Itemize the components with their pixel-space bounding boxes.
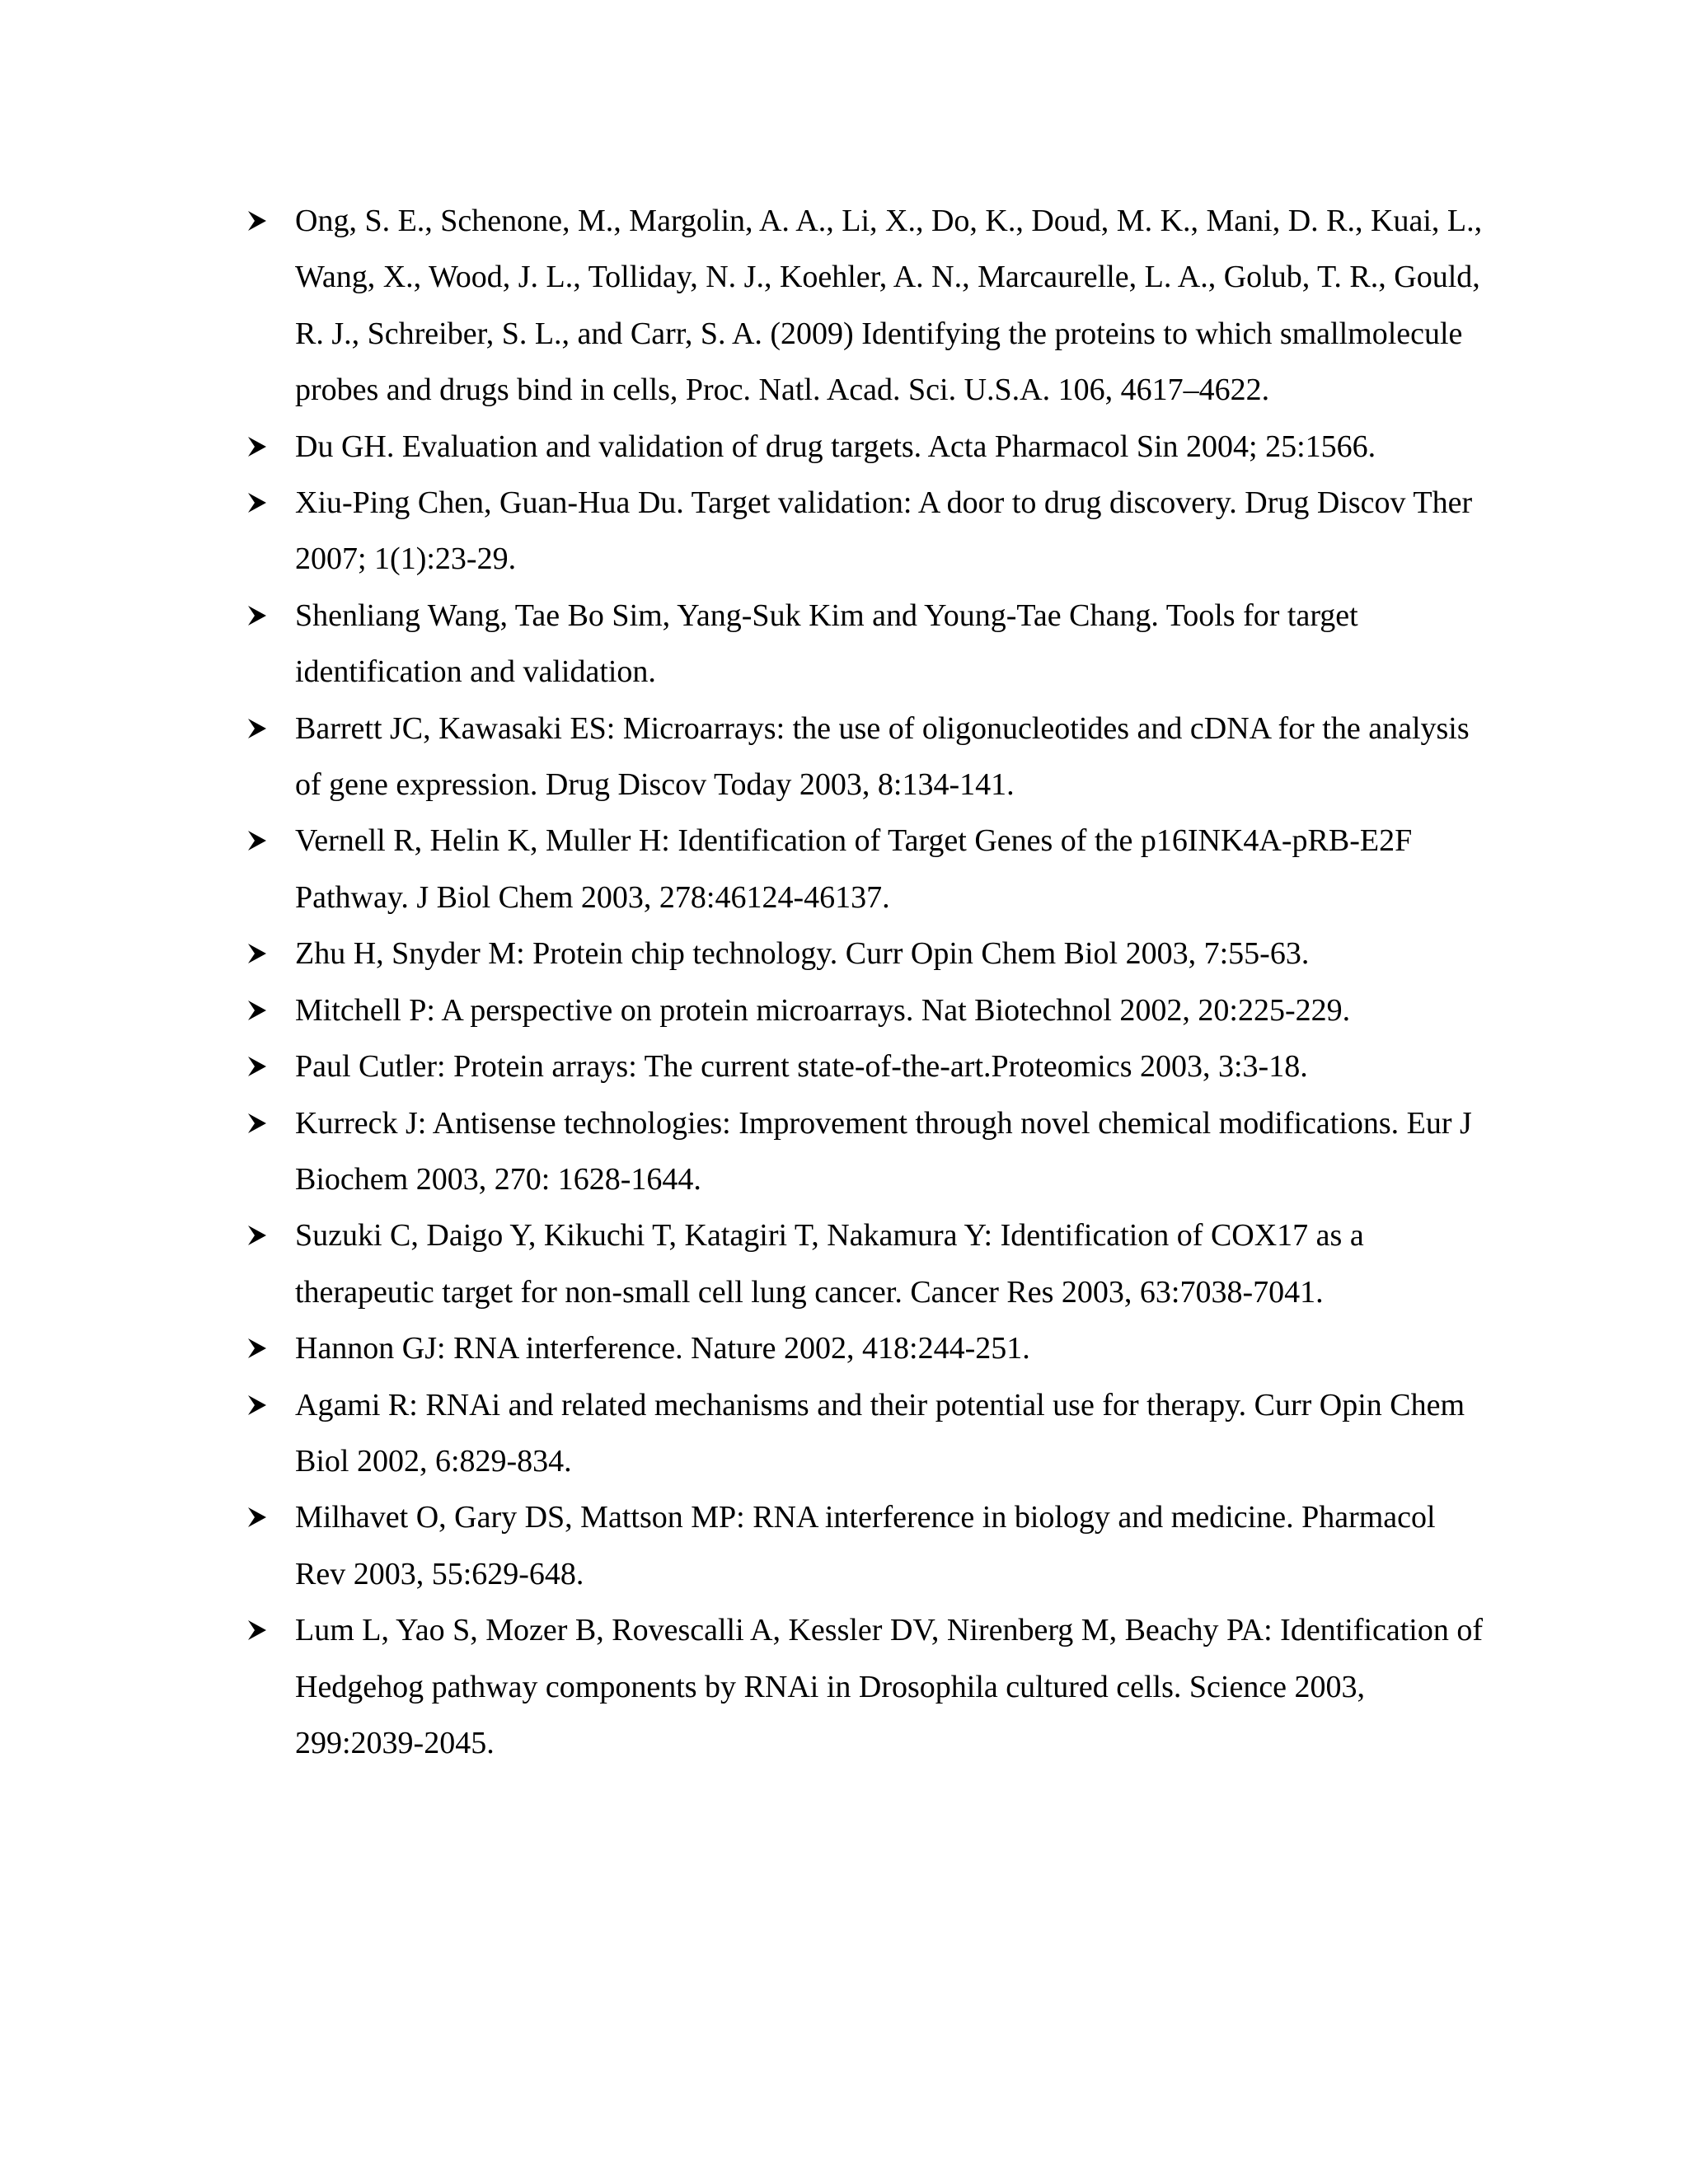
arrowhead-bullet-icon bbox=[247, 813, 280, 869]
reference-text: Barrett JC, Kawasaki ES: Microarrays: the use of oligonucleotides and cDNA for the analysis of gene expression. Drug Discov Today 2003, 8:134-141. bbox=[295, 710, 1470, 803]
reference-text: Shenliang Wang, Tae Bo Sim, Yang-Suk Kim and Young-Tae Chang. Tools for target identification and validation. bbox=[295, 598, 1358, 690]
arrowhead-bullet-icon bbox=[247, 982, 280, 1038]
reference-item bbox=[247, 475, 1484, 588]
reference-item bbox=[247, 1095, 1484, 1208]
arrowhead-bullet-icon bbox=[247, 1095, 280, 1151]
reference-item bbox=[247, 193, 1484, 419]
reference-list bbox=[247, 193, 1484, 1771]
reference-item bbox=[247, 813, 1484, 926]
reference-text: Suzuki C, Daigo Y, Kikuchi T, Katagiri T, Nakamura Y: Identification of COX17 as a therapeutic target for non-small cell lung cancer. Cancer Res 2003, 63:7038-7041. bbox=[295, 1218, 1364, 1310]
reference-item bbox=[247, 1038, 1484, 1094]
reference-text: Xiu-Ping Chen, Guan-Hua Du. Target validation: A door to drug discovery. Drug Discov Ther 2007; 1(1):23-29. bbox=[295, 485, 1473, 577]
reference-item bbox=[247, 926, 1484, 982]
arrowhead-bullet-icon bbox=[247, 701, 280, 757]
reference-text: Agami R: RNAi and related mechanisms and their potential use for therapy. Curr Opin Chem Biol 2002, 6:829-834. bbox=[295, 1387, 1465, 1479]
arrowhead-bullet-icon bbox=[247, 193, 280, 249]
arrowhead-bullet-icon bbox=[247, 1320, 280, 1376]
arrowhead-bullet-icon bbox=[247, 1207, 280, 1263]
reference-text: Paul Cutler: Protein arrays: The current state-of-the-art.Proteomics 2003, 3:3-18. bbox=[295, 1049, 1308, 1085]
reference-text: Kurreck J: Antisense technologies: Improvement through novel chemical modifications. Eur J Biochem 2003, 270: 1628-1644. bbox=[295, 1105, 1472, 1197]
reference-item bbox=[247, 982, 1484, 1038]
reference-text: Hannon GJ: RNA interference. Nature 2002, 418:244-251. bbox=[295, 1331, 1030, 1366]
reference-item bbox=[247, 1320, 1484, 1376]
reference-text: Zhu H, Snyder M: Protein chip technology. Curr Opin Chem Biol 2003, 7:55-63. bbox=[295, 936, 1310, 972]
reference-text: Milhavet O, Gary DS, Mattson MP: RNA interference in biology and medicine. Pharmacol Rev 2003, 55:629-648. bbox=[295, 1500, 1436, 1591]
arrowhead-bullet-icon bbox=[247, 475, 280, 531]
reference-item bbox=[247, 1489, 1484, 1602]
reference-text: Vernell R, Helin K, Muller H: Identification of Target Genes of the p16INK4A-pRB-E2F Pathway. J Biol Chem 2003, 278:46124-46137. bbox=[295, 823, 1413, 915]
reference-item bbox=[247, 1377, 1484, 1490]
reference-text: Ong, S. E., Schenone, M., Margolin, A. A., Li, X., Do, K., Doud, M. K., Mani, D. R., Kuai, L., Wang, X., Wood, J. L., Tolliday, N. J., Koehler, A. N., Marcaurelle, L. A., Golub, T. R., Gould, R. J., Schreiber, S. L., and Carr, S. A. (2009) Identifying the proteins to which smallmolecule probes and drugs bind in cells, Proc. Natl. Acad. Sci. U.S.A. 106, 4617–4622. bbox=[295, 204, 1483, 408]
arrowhead-bullet-icon bbox=[247, 1038, 280, 1094]
reference-item bbox=[247, 701, 1484, 813]
arrowhead-bullet-icon bbox=[247, 926, 280, 982]
arrowhead-bullet-icon bbox=[247, 419, 280, 475]
arrowhead-bullet-icon bbox=[247, 588, 280, 644]
reference-text: Du GH. Evaluation and validation of drug targets. Acta Pharmacol Sin 2004; 25:1566. bbox=[295, 429, 1376, 464]
arrowhead-bullet-icon bbox=[247, 1377, 280, 1433]
arrowhead-bullet-icon bbox=[247, 1489, 280, 1545]
arrowhead-bullet-icon bbox=[247, 1602, 280, 1658]
reference-item bbox=[247, 1602, 1484, 1771]
reference-item bbox=[247, 419, 1484, 475]
reference-text: Mitchell P: A perspective on protein microarrays. Nat Biotechnol 2002, 20:225-229. bbox=[295, 992, 1351, 1028]
reference-item bbox=[247, 588, 1484, 701]
reference-item bbox=[247, 1207, 1484, 1320]
reference-text: Lum L, Yao S, Mozer B, Rovescalli A, Kessler DV, Nirenberg M, Beachy PA: Identification of Hedgehog pathway components by RNAi in Drosophila cultured cells. Science 2003, 299:2039-2045. bbox=[295, 1613, 1484, 1760]
